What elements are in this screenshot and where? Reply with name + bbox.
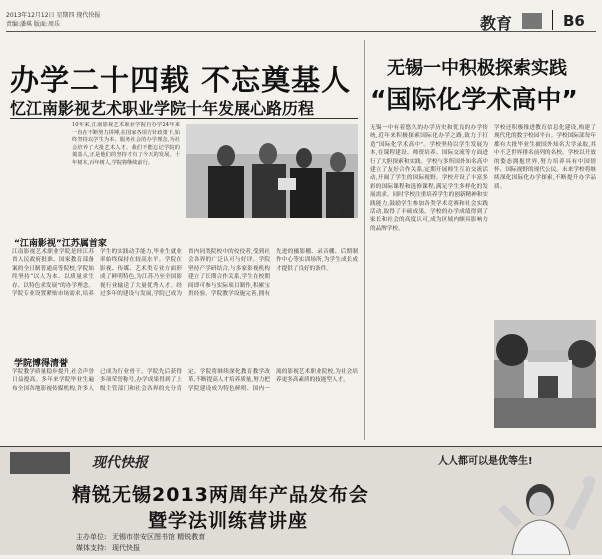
right-headline-1: 无锡一中积极探索实践	[387, 58, 567, 79]
left-paragraph-1: 江南影视艺术职业学院是经江苏省人民政府批准、国家教育部备案的全日制普通高等院校,学院始终坚持“以人为本、以质量求生存、以特色求发展”的办学理念。学院专业设置紧贴市场需求,培养学生的实践动手能力,毕业生就业率始终保持在较高水平。学院在影视、传媒、艺术类专业方面形成了鲜明特色,为江苏乃至全国影视行业输送了大量优秀人才。经过多年的建设与发展,学院已成为省内同类院校中的佼佼者,受到社会各界的广泛认可与好评。学院坚持产学研结合,与多家影视机构建立了长期合作关系,学生在校期间即可参与实际项目制作,积累宝贵经验。学院教学设施完善,拥有先进的摄影棚、录音棚、后期制作中心等实训场所,为学生成长成才提供了良好的条件。	[12, 249, 358, 298]
ad-title-2: 暨学法训练营讲座	[148, 510, 309, 532]
ad-media-value: 现代快报	[112, 544, 140, 552]
award-photo-people	[186, 124, 358, 218]
campus-gate-illustration	[494, 320, 596, 428]
ad-title-1: 精锐无锡2013两周年产品发布会	[72, 484, 369, 506]
header-editor: 责编:潘琪 版面:周乐	[6, 21, 60, 28]
ad-brand: 现代快报	[92, 455, 148, 471]
ad-host-label: 主办单位:	[76, 533, 107, 541]
right-paragraph-2: 学校还积极推进教育信息化建设,构建了现代化的数字校园平台。学校国际部每年都有大批毕业生被国外知名大学录取,其中不乏世界排名前列的名校。学校以开放的姿态拥抱世界,努力培养具有中国情怀、国际视野的现代公民。未来学校将继续深化国际化办学探索,不断提升办学品质。	[494, 125, 596, 190]
header-date: 2013年12月12日 星期四 现代快报	[6, 12, 101, 19]
left-paragraph-2: 学院教学质量稳步提升,社会声誉日益提高。多年来学院毕业生遍布全国各地影视传媒机构,许多人已成为行业骨干。学院先后获得多项荣誉称号,办学成果得到了上级主管部门和社会各界的充分肯定。学院将继续深化教育教学改革,不断提高人才培养质量,努力把学院建设成为特色鲜明、国内一流的影视艺术职业院校,为社会培养更多高素质的技能型人才。	[12, 369, 358, 392]
left-lead: 10年来,江南影视艺术职业学院自办学24年来一直在不断努力拼搏,在国家各项方针政策下,始终坚持以学生为本、服务社会的办学理念,为社会培养了大批艺术人才。我们不能忘记学院的奠基人,正是他们的坚持才有了今天的发展。十年树木,百年树人,学院将继续前行。	[72, 122, 180, 166]
ad-host-value: 无锡市崇安区图书馆 精锐教育	[112, 533, 206, 541]
award-photo	[186, 124, 358, 218]
ad-logo-icon	[10, 452, 70, 474]
page-number: B6	[563, 12, 585, 30]
ad-student-photo	[490, 470, 600, 555]
left-subhead-2: 学院博得清誉	[14, 359, 69, 369]
left-headline-rule	[10, 118, 358, 119]
column-divider	[364, 40, 365, 440]
left-subhead-1: “江南影视”江苏属首家	[14, 239, 107, 249]
right-paragraph: 无锡一中有着悠久的办学历史和优良的办学传统,近年来积极探索国际化办学之路,致力于打造“国际化学术高中”。学校坚持以学生发展为本,在课程建设、师资培养、国际交流等方面进行了大胆探索和实践。学校与多所国外知名高中建立了友好合作关系,定期开展师生互访交流活动,开阔了学生的国际视野。学校开设了丰富多彩的国际课程和选修课程,满足学生多样化的发展需求。同时学校注重培养学生的创新精神和实践能力,鼓励学生参加各类学术竞赛和社会实践活动,取得了丰硕成果。学校的办学成绩得到了家长和社会的高度认可,成为区域内颇具影响力的品牌学校。	[370, 125, 488, 232]
left-subheadline: 忆江南影视艺术职业学院十年发展心路历程	[10, 99, 315, 118]
ad-media-label: 媒体支持:	[76, 544, 107, 552]
ad-slogan: 人人都可以是优等生!	[438, 456, 533, 467]
campus-photo	[494, 320, 596, 428]
section-label: 教育	[480, 14, 513, 33]
header-divider	[552, 10, 553, 30]
left-headline: 办学二十四载 不忘奠基人	[10, 63, 352, 97]
section-logo-icon	[522, 13, 542, 29]
photo-caption: 资料	[330, 211, 341, 217]
cheering-student-illustration	[490, 470, 600, 555]
right-headline-2: “国际化学术高中”	[370, 85, 578, 114]
